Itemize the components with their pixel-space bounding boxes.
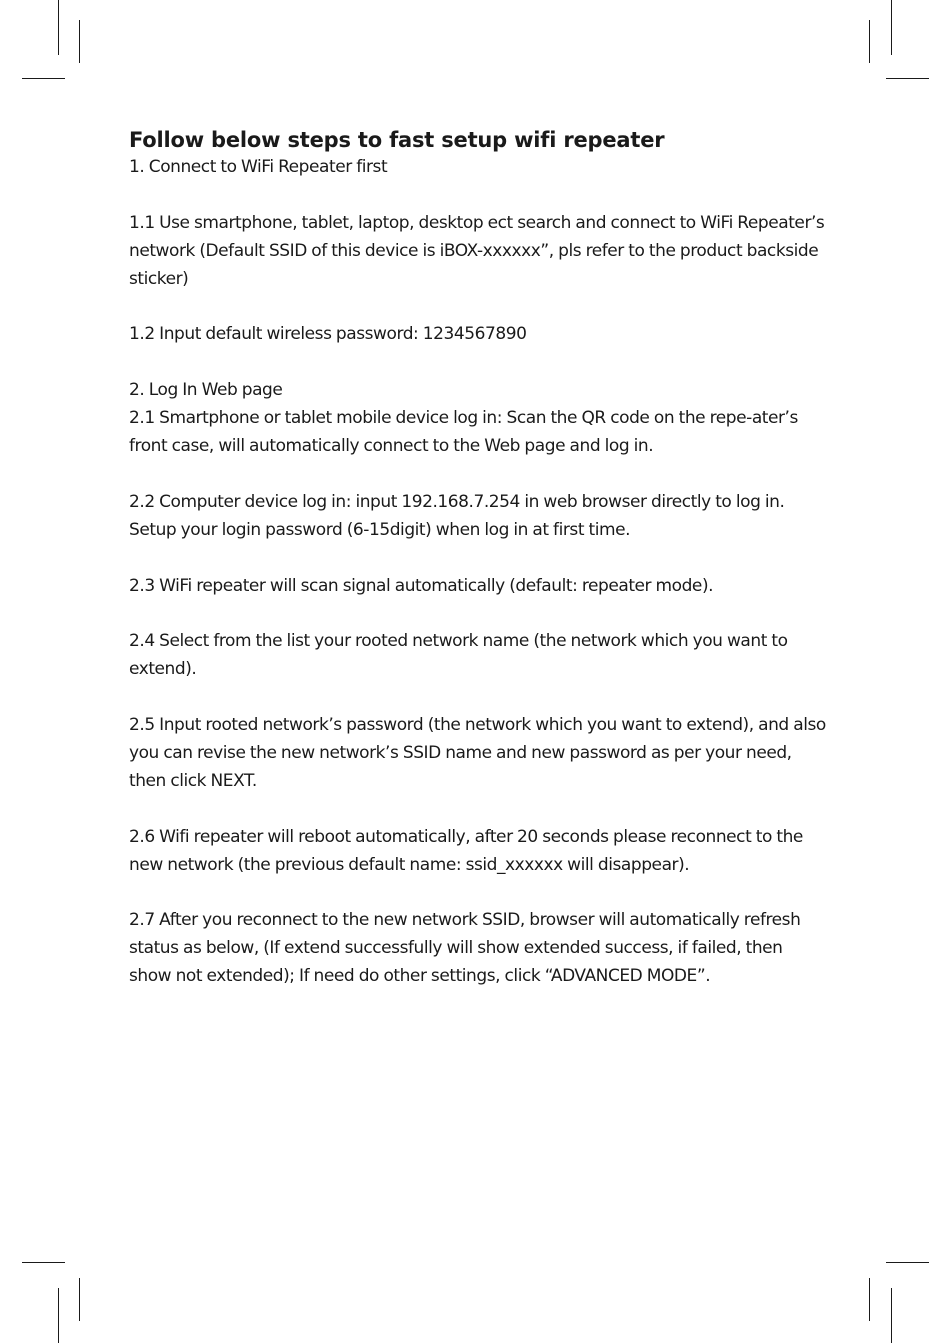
paragraph-spacer — [129, 461, 829, 489]
step-1-2-text: 1.2 Input default wireless password: 1234567890 — [129, 324, 527, 345]
crop-mark-bottom-right-outer — [891, 1288, 892, 1343]
step-1-heading: 1. Connect to WiFi Repeater first — [129, 157, 388, 177]
paragraph-spacer — [129, 545, 829, 573]
crop-mark-bottom-left-outer — [58, 1288, 59, 1343]
paragraph-spacer — [129, 182, 829, 210]
crop-mark-bottom-right-horizontal — [886, 1262, 929, 1263]
paragraph-spacer — [129, 600, 829, 628]
paragraph-spacer — [129, 294, 829, 322]
instruction-document — [129, 126, 829, 991]
paragraph-spacer — [129, 796, 829, 824]
step-1-1-text: 1.1 Use smartphone, tablet, laptop, desktop ect search and connect to WiFi Repeater’s network (Default SSID of this device is iBOX-xxxxxx”, pls refer to the product backside sticker) — [129, 212, 825, 289]
crop-mark-top-right-outer — [891, 0, 892, 55]
step-2-4-text: 2.4 Select from the list your rooted network name (the network which you want to extend). — [129, 631, 788, 680]
crop-mark-bottom-left-horizontal — [22, 1262, 65, 1263]
paragraph-spacer — [129, 879, 829, 907]
step-2-7-text: 2.7 After you reconnect to the new network SSID, browser will automatically refresh status as below, (If extend successfully will show extended success, if failed, then show not extended); If need do other settings, click “ADVANCED MODE”. — [129, 910, 801, 987]
crop-mark-top-right-inner — [869, 20, 870, 63]
crop-mark-top-left-outer — [58, 0, 59, 55]
paragraph-spacer — [129, 349, 829, 377]
step-2-5-text: 2.5 Input rooted network’s password (the network which you want to extend), and also you can revise the new network’s SSID name and new password as per your need, then click NEXT. — [129, 715, 826, 791]
step-2-3-text: 2.3 WiFi repeater will scan signal automatically (default: repeater mode). — [129, 575, 714, 596]
document-title: Follow below steps to fast setup wifi repeater — [129, 128, 665, 152]
step-2-1-text: 2.1 Smartphone or tablet mobile device log in: Scan the QR code on the repe-ater’s front case, will automatically connect to the Web page and log in. — [129, 408, 798, 457]
crop-mark-top-left-inner — [79, 20, 80, 63]
step-2-heading: 2. Log In Web page — [129, 380, 283, 401]
crop-mark-top-left-horizontal — [22, 78, 65, 79]
paragraph-spacer — [129, 684, 829, 712]
step-2-6-text: 2.6 Wifi repeater will reboot automatically, after 20 seconds please reconnect to the new network (the previous default name: ssid_xxxxxx will disappear). — [129, 826, 803, 875]
step-2-2-text: 2.2 Computer device log in: input 192.168.7.254 in web browser directly to log in. Setup your login password (6-15digit) when log in at first time. — [129, 491, 785, 540]
crop-mark-top-right-horizontal — [886, 78, 929, 79]
crop-mark-bottom-left-inner — [79, 1278, 80, 1321]
crop-mark-bottom-right-inner — [869, 1278, 870, 1321]
